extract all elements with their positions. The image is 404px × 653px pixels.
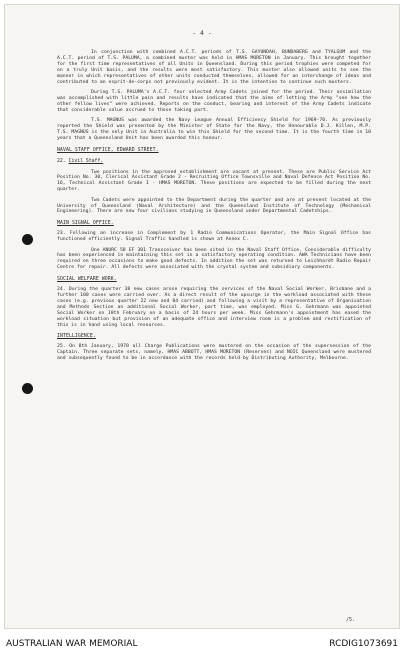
- heading-main-signal-office: MAIN SIGNAL OFFICE.: [57, 221, 114, 227]
- civil-staff-title: Civil Staff.: [68, 158, 104, 164]
- page-body: [57, 50, 371, 367]
- paragraph-cadets-appointed: Two Cadets were appointed to the Department during the quarter and are at present located at the University of Queensland (Naval Architecture) and the Queensland Institute of Technology (Mechanical Engineering). There are now four civilians studying in Queensland under Departmental Cadetships.: [57, 197, 371, 215]
- paragraph-signal-traffic: 23. Following an increase in Complement by 1 Radio Communications Operator, the Main Signal Office has functioned efficiently. Signal Traffic handled is shown at Annex C.: [57, 231, 371, 243]
- civil-staff-number: 22.: [57, 158, 66, 164]
- heading-civil-staff: [57, 159, 371, 165]
- paragraph-vacant-positions: Two positions in the approved establishment are vacant at present. These are Public Service Act Position No. 30, Clerical Assistant Grade 2 - Recruiting Office Townsville and Naval Defence Act Position No. 16, Technical Assistant Grade I - HMAS MORETON. These positions are expected to be filled during the next quarter.: [57, 169, 371, 193]
- paragraph-social-worker: 24. During the quarter 38 new cases arose requiring the services of the Naval Social Worker, Brisbane and a further 100 cases were carried over. As a direct result of the upsurge in the workload associated with these cases (e.g. previous quarter 22 new and 84 carried) and following a visit by a representative of Organisation and Methods Section an additional Social Worker, part time, was employed. Miss G. Gehrmann was appointed Social Worker on 10th February on a basis of 24 hours per week. Miss Gehrmann's appointment has eased the workload situation but provision of an adequate office and interview room is a problem and rectification of this is in hand using local resources.: [57, 287, 371, 328]
- heading-intelligence: INTELLIGENCE.: [57, 334, 96, 340]
- archive-reference-id: RCDIG1073691: [329, 639, 398, 649]
- paragraph-army-cadets: During T.S. PALUMA's A.C.T. four selected Army Cadets joined for the period. Their assimilation was accomplished with little pain and results have indicated that the aims of letting the Army "see how the other fellow lives" were achieved. Reports on the conduct, bearing and interest of the Army Cadets indicate that considerable value accrued to those taking part.: [57, 89, 371, 113]
- archive-footer: [0, 636, 404, 653]
- heading-social-welfare-work: SOCIAL WELFARE WORK.: [57, 277, 117, 283]
- paragraph-efficiency-shield: T.S. MAGNUS was awarded the Navy League Annual Efficiency Shield for 1969-70. As previously reported the Shield was presented by the Minister of State for the Navy, the Honourable D.J. Killen, M.P. T.S. MAGNUS is the only Unit in Australia to win this Shield for the second time. It is the fourth time in 10 years that a Queensland Unit has been awarded this honour.: [57, 118, 371, 141]
- page-number: - 4 -: [192, 29, 212, 37]
- paragraph-combined-muster: In conjunction with combined A.C.T. periods of T.S. GAYUNDAH, BUNDABERG and TYALGUM and the A.C.T. period of T.S. PALUMA, a combined muster was held in HMAS MORETON in January. This brought together for the first time representatives of all Units in Queensland. During this period trophies were competed for on a truly Unit basis, and the results were most satisfactory. This muster also allowed units to see the manner in which representatives of other units conducted themselves, allowed for an interchange of ideas and contributed to an esprit-de-corps not previously evident. It is the intention to continue such musters.: [57, 50, 371, 85]
- paragraph-transceiver: One ANURC 58 EF 301 Transceiver has been sited in the Naval Staff Office. Considerable difficulty has been experienced in maintaining this set in a satisfactory operating condition. AWA Technicians have been required on three occasions to make good defects. In addition the set was returned to Leichhardt Radio Repair Centre for repair. All defects were associated with the crystal system and subsidiary components.: [57, 247, 371, 271]
- punch-hole-top: [22, 234, 33, 245]
- paragraph-charge-publications: 25. On 8th January, 1970 all Charge Publications were mustered on the occasion of the supersession of the Captain. Three separate sets, namely, HMAS ABBOTT, HMAS MORETON (Reserves) and NOIC Queensland were mustered and subsequently found to be in accordance with the records held by Distributing Authority, Melbourne.: [57, 344, 371, 362]
- continuation-marker: /5.: [345, 617, 355, 623]
- archive-name: AUSTRALIAN WAR MEMORIAL: [6, 639, 138, 649]
- document-page: [4, 4, 400, 629]
- punch-hole-bottom: [22, 383, 33, 394]
- heading-naval-staff-office: NAVAL STAFF OFFICE, EDWARD STREET.: [57, 147, 159, 153]
